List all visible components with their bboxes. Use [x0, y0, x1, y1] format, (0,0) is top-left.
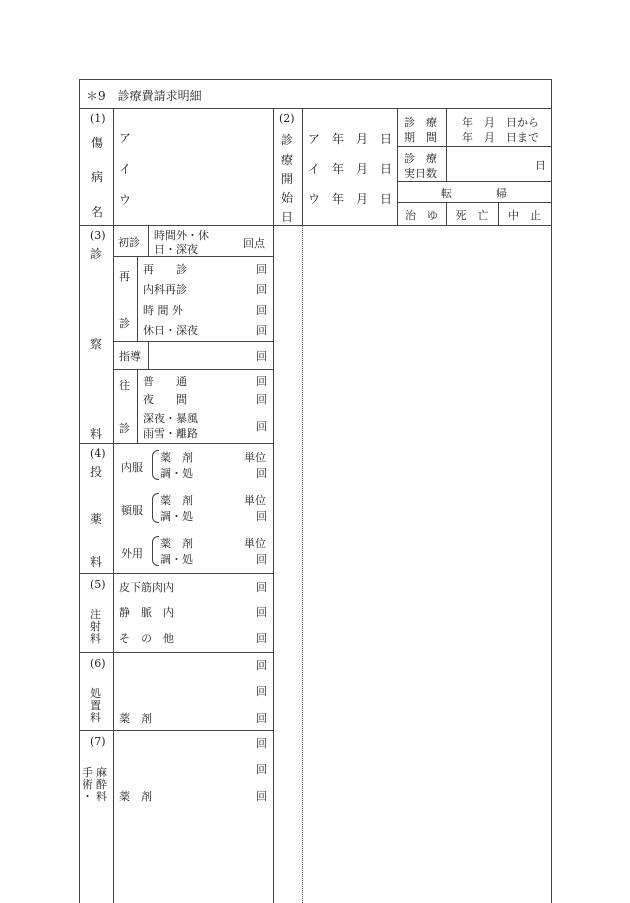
diagnosis-u-label: ウ — [119, 193, 132, 207]
frame-right — [551, 79, 552, 903]
section-number: (2) — [279, 112, 295, 125]
section-number: (4) — [90, 447, 106, 460]
outcome-cured: 治 ゆ — [405, 209, 438, 222]
injection-row: そ の 他 — [119, 632, 174, 645]
as-needed-label: 頓服 — [121, 504, 143, 517]
section-number: (6) — [90, 657, 106, 670]
document-title: ＊9 診療費請求明細 — [86, 89, 202, 103]
frame-top — [79, 79, 551, 80]
section-number: (3) — [90, 229, 106, 242]
procedure-drug-label: 薬 剤 — [119, 712, 152, 725]
start-date-i: イ 年 月 日 — [308, 162, 393, 176]
revisit-row: 内科再診 — [143, 283, 187, 296]
period-from: 年 月 日から — [462, 116, 539, 129]
first-visit-label: 初診 — [118, 236, 140, 249]
section-number: (1) — [90, 112, 106, 125]
oral-label: 内服 — [121, 461, 143, 474]
start-date-u: ウ 年 月 日 — [308, 192, 393, 206]
home-visit-row: 普 通 — [143, 375, 187, 388]
home-visit-row: 夜 間 — [143, 393, 187, 406]
external-label: 外用 — [121, 547, 143, 560]
diagnosis-a-label: ア — [119, 131, 132, 145]
frame-left — [79, 79, 80, 903]
start-date-a: ア 年 月 日 — [308, 132, 393, 146]
surgery-drug-label: 薬 剤 — [119, 790, 152, 803]
section-number: (5) — [90, 578, 106, 591]
diagnosis-i-label: イ — [119, 162, 132, 176]
injection-row: 皮下筋肉内 — [119, 581, 174, 594]
revisit-row: 休日・深夜 — [143, 324, 198, 337]
outcome-died: 死 亡 — [455, 209, 489, 222]
days-unit: 日 — [535, 159, 546, 172]
section-number: (7) — [90, 735, 106, 748]
guidance-label: 指導 — [119, 350, 141, 363]
injection-row: 静 脈 内 — [119, 606, 174, 619]
period-to: 年 月 日まで — [462, 131, 539, 144]
outcome-stopped: 中 止 — [508, 209, 541, 222]
revisit-row: 再 診 — [143, 263, 187, 276]
revisit-row: 時 間 外 — [143, 304, 183, 317]
outcome-heading: 転 帰 — [441, 187, 507, 200]
